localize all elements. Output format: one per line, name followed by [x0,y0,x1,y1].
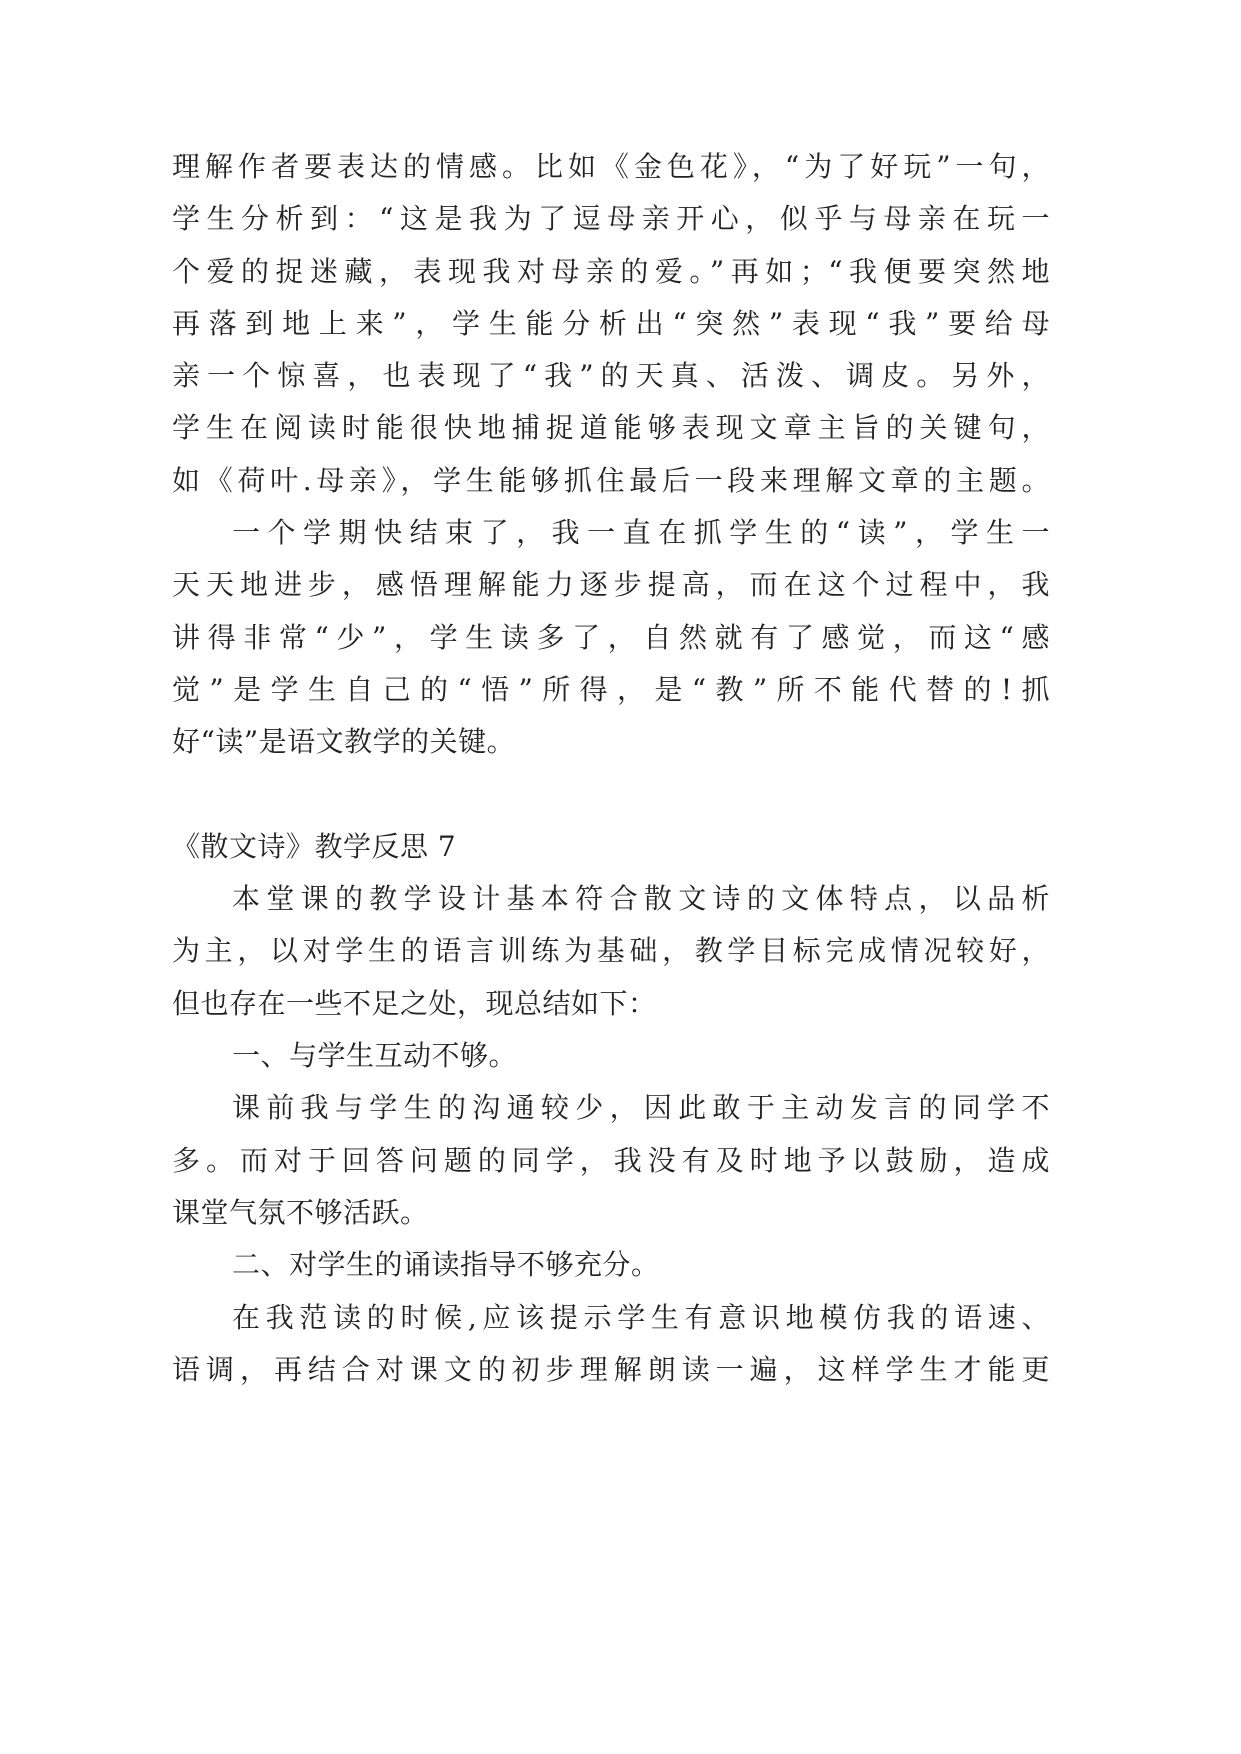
text-line: 课前我与学生的沟通较少，因此敢于主动发言的同学不 [232,1091,1050,1125]
document-body [172,141,1050,1396]
blank-line [172,769,1050,821]
text-line: 多。而对于回答问题的同学，我没有及时地予以鼓励，造成 [172,1143,1050,1177]
text-line: 学生分析到：“这是我为了逗母亲开心，似乎与母亲在玩一 [172,202,1050,236]
paragraph [172,873,1050,1030]
text-line: 个爱的捉迷藏，表现我对母亲的爱。”再如；“我便要突然地 [172,254,1050,288]
text-line: 学生在阅读时能很快地捕捉道能够表现文章主旨的关键句， [172,411,1050,445]
section-reflection-7 [172,821,1050,1396]
text-line: 理解作者要表达的情感。比如《金色花》，“为了好玩”一句， [172,150,1050,183]
paragraph [172,1082,1050,1239]
text-line: 再落到地上来”，学生能分析出“突然”表现“我”要给母 [172,306,1050,340]
text-line: 语调，再结合对课文的初步理解朗读一遍，这样学生才能更 [172,1352,1050,1386]
text-line: 课堂气氛不够活跃。 [172,1195,429,1229]
section-continued [172,141,1050,769]
text-line: 一、与学生互动不够。 [232,1039,518,1073]
text-line: 亲一个惊喜，也表现了“我”的天真、活泼、调皮。另外， [172,359,1050,393]
text-line: 好“读”是语文教学的关键。 [172,725,516,759]
text-line: 二、对学生的诵读指导不够充分。 [232,1248,660,1282]
text-line: 一个学期快结束了，我一直在抓学生的“读”，学生一 [232,516,1050,550]
text-line: 天天地进步，感悟理解能力逐步提高，而在这个过程中，我 [172,568,1050,602]
text-line: 但也存在一些不足之处，现总结如下： [172,986,657,1020]
paragraph [172,141,1050,507]
text-line: 在我范读的时候,应该提示学生有意识地模仿我的语速、 [232,1300,1050,1334]
text-line: 本堂课的教学设计基本符合散文诗的文体特点，以品析 [232,882,1050,916]
paragraph [172,507,1050,768]
subheading-paragraph [172,1239,1050,1291]
section-heading: 《散文诗》教学反思 7 [172,829,457,863]
text-line: 为主，以对学生的语言训练为基础，教学目标完成情况较好， [172,934,1050,968]
subheading-paragraph [172,1030,1050,1082]
text-line: 讲得非常“少”，学生读多了，自然就有了感觉，而这“感 [172,620,1050,654]
text-line: 如《荷叶.母亲》，学生能够抓住最后一段来理解文章的主题。 [172,463,1050,497]
paragraph [172,1292,1050,1397]
text-line: 觉”是学生自己的“悟”所得，是“教”所不能代替的!抓 [172,672,1050,706]
